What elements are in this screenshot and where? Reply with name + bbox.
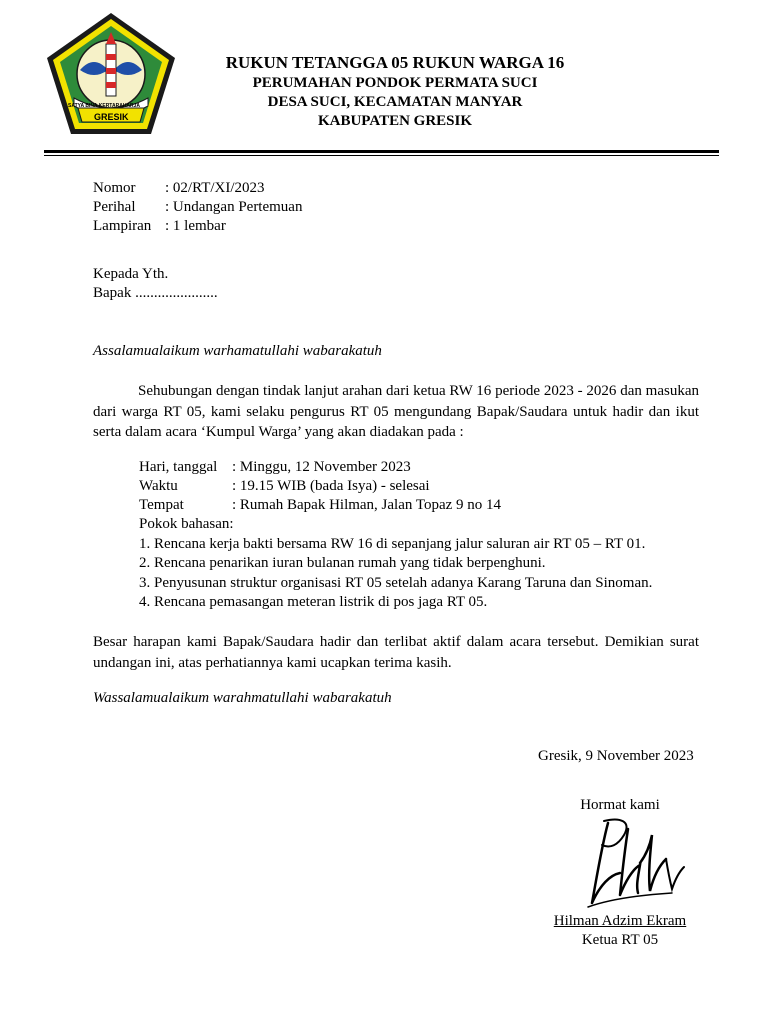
regards: Hormat kami xyxy=(580,797,660,813)
event-date-label: Hari, tanggal xyxy=(139,459,218,475)
agenda-item-1: 1. Rencana kerja bakti bersama RW 16 di sepanjang jalur saluran air RT 05 – RT 01. xyxy=(139,536,646,552)
signer-title: Ketua RT 05 xyxy=(581,932,659,948)
meta-lampiran xyxy=(93,218,226,235)
letterhead-line-4: KABUPATEN GRESIK xyxy=(317,113,473,129)
agenda-item-2: 2. Rencana penarikan iuran bulanan rumah yang tidak berpenghuni. xyxy=(139,555,546,571)
greeting: Assalamualaikum warhamatullahi wabarakatuh xyxy=(93,343,382,359)
farewell: Wassalamualaikum warahmatullahi wabarakatuh xyxy=(93,690,392,706)
agenda-item-3: 3. Penyusunan struktur organisasi RT 05 setelah adanya Karang Taruna dan Sinoman. xyxy=(139,575,653,591)
perihal-label: Perihal xyxy=(93,199,136,215)
event-time-value: : 19.15 WIB (bada Isya) - selesai xyxy=(232,478,430,494)
letterhead-divider-thin xyxy=(44,155,719,156)
recipient-line-1: Kepada Yth. xyxy=(93,266,169,282)
event-date xyxy=(139,459,411,476)
meta-nomor xyxy=(93,180,265,197)
event-date-value: : Minggu, 12 November 2023 xyxy=(232,459,411,475)
nomor-value: : 02/RT/XI/2023 xyxy=(165,180,265,196)
logo-text: GRESIK xyxy=(94,112,129,122)
lampiran-value: : 1 lembar xyxy=(165,218,226,234)
intro-paragraph: Sehubungan dengan tindak lanjut arahan dari ketua RW 16 periode 2023 - 2026 dan masukan dari warga RT 05, kami selaku pengurus RT 05 mengundang Bapak/Saudara untuk hadir dan ikut serta dalam acara ‘Kumpul Warga’ yang akan diadakan pada : xyxy=(93,383,699,440)
closing-paragraph: Besar harapan kami Bapak/Saudara hadir dan terlibat aktif dalam acara tersebut. Demikian surat undangan ini, atas perhatiannya kami ucapkan terima kasih. xyxy=(93,634,699,671)
agenda-label: Pokok bahasan: xyxy=(139,516,234,532)
letterhead-line-2: PERUMAHAN PONDOK PERMATA SUCI xyxy=(252,75,538,91)
nomor-label: Nomor xyxy=(93,180,136,196)
signer-name: Hilman Adzim Ekram xyxy=(553,913,687,929)
event-time xyxy=(139,478,430,495)
perihal-value: : Undangan Pertemuan xyxy=(165,199,303,215)
event-place xyxy=(139,497,501,514)
letterhead-line-3: DESA SUCI, KECAMATAN MANYAR xyxy=(267,94,523,110)
lampiran-label: Lampiran xyxy=(93,218,152,234)
agenda-item-4: 4. Rencana pemasangan meteran listrik di pos jaga RT 05. xyxy=(139,594,488,610)
event-place-label: Tempat xyxy=(139,497,184,513)
handwritten-signature xyxy=(580,815,690,915)
recipient-line-2: Bapak ...................... xyxy=(93,285,218,301)
meta-perihal xyxy=(93,199,302,216)
logo-motto: SATYA BINA KERTARAHARJA xyxy=(68,103,141,109)
letterhead-divider-thick xyxy=(44,150,719,153)
event-time-label: Waktu xyxy=(139,478,178,494)
letterhead-line-1: RUKUN TETANGGA 05 RUKUN WARGA 16 xyxy=(225,53,565,72)
event-place-value: : Rumah Bapak Hilman, Jalan Topaz 9 no 14 xyxy=(232,497,502,513)
place-date: Gresik, 9 November 2023 xyxy=(538,748,694,764)
